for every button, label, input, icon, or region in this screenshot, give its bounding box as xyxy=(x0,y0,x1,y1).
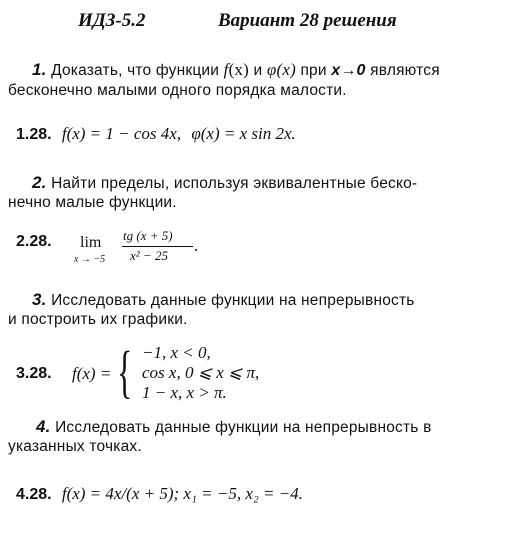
problem-number: 1.28. xyxy=(16,126,52,143)
task-1-line-1: 1. Доказать, что функции f(x) и φ(x) при x→0 являются xyxy=(32,60,440,79)
assignment-title: ИДЗ-5.2 xyxy=(78,10,146,31)
problem-number: 4.28. xyxy=(16,486,52,503)
task-2-number: 2. xyxy=(32,173,47,192)
task-1-number: 1. xyxy=(32,60,47,79)
fraction-numerator: tg (x + 5) xyxy=(123,228,173,243)
problem-number: 3.28. xyxy=(16,365,52,382)
task-4-line-1: 4. Исследовать данные функции на непрерывность в xyxy=(36,417,432,436)
problem-1-28: 1.28. f(x) = 1 − cos 4x, φ(x) = x sin 2x. xyxy=(16,124,296,143)
period: . xyxy=(194,236,199,255)
limit-subscript: x → −5 xyxy=(74,254,106,265)
task-3-line-1: 3. Исследовать данные функции на непрерывность xyxy=(32,290,415,309)
limit-operator: lim xyxy=(80,234,102,251)
problem-3-28 xyxy=(16,339,316,405)
brace-icon: { xyxy=(117,339,133,404)
fraction-denominator: x² − 25 xyxy=(130,248,168,263)
task-3-number: 3. xyxy=(32,290,47,309)
case-2: cos x, 0 ⩽ x ⩽ π, xyxy=(142,363,260,382)
case-3: 1 − x, x > π. xyxy=(142,383,227,402)
problem-number: 2.28. xyxy=(16,233,52,250)
case-1: −1, x < 0, xyxy=(142,343,211,362)
task-2-line-1: 2. Найти пределы, используя эквивалентные беско- xyxy=(32,173,418,192)
task-1-line-2: бесконечно малыми одного порядка малости. xyxy=(8,82,347,99)
problem-2-28 xyxy=(16,228,216,269)
task-4-line-2: указанных точках. xyxy=(8,438,142,455)
task-3-line-2: и построить их графики. xyxy=(8,311,188,328)
task-2-line-2: нечно малые функции. xyxy=(8,194,177,211)
variant-title: Вариант 28 решения xyxy=(218,10,397,31)
fraction-bar xyxy=(122,246,193,247)
problem-4-28: 4.28. f(x) = 4x/(x + 5); x₁ = −5, x₂ = −4. xyxy=(16,484,303,503)
function-label: f(x) = xyxy=(72,364,112,383)
task-4-number: 4. xyxy=(36,417,51,436)
